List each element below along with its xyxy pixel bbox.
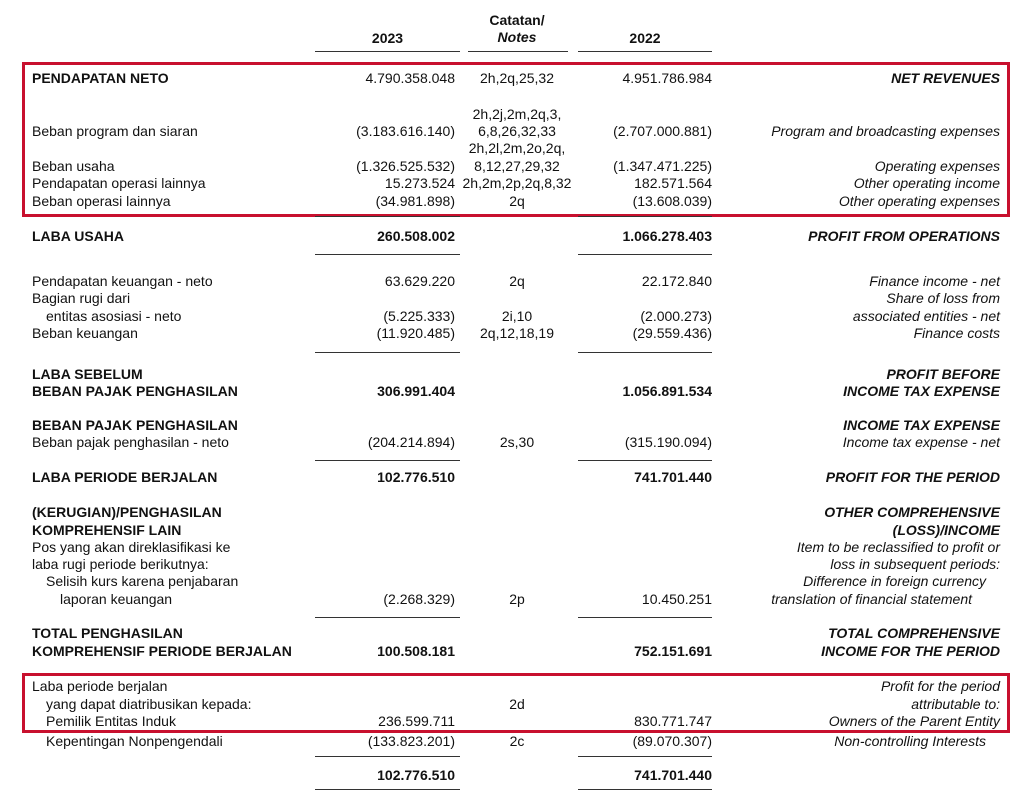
row-label-en: Program and broadcasting expenses	[771, 123, 1000, 139]
value-2023: 4.790.358.048	[365, 70, 455, 86]
header-underline-2022	[578, 51, 712, 52]
value-2023: (2.268.329)	[383, 591, 455, 607]
row-label: Selisih kurs karena penjabaran	[46, 573, 239, 589]
note-ref: 2i,10	[501, 308, 533, 324]
row-label: Pos yang akan direklasifikasi ke	[32, 539, 231, 555]
note-ref: 2d	[509, 696, 525, 712]
value-2023: (5.225.333)	[383, 308, 455, 324]
value-2022: 182.571.564	[634, 175, 712, 191]
value-2022: 1.056.891.534	[622, 383, 712, 399]
note-ref: 8,12,27,29,32	[474, 158, 560, 174]
row-label-en: Income tax expense - net	[842, 434, 1000, 450]
row-label-en: Operating expenses	[874, 158, 1000, 174]
row-label-en: Item to be reclassified to profit or	[796, 539, 1000, 555]
value-2023: (3.183.616.140)	[356, 123, 455, 139]
note-ref: 2h,2l,2m,2o,2q,	[468, 140, 566, 156]
total-line-2023	[315, 789, 460, 790]
header-2022: 2022	[629, 30, 661, 46]
value-2022: (13.608.039)	[632, 193, 712, 209]
row-label-en: PROFIT BEFORE	[886, 366, 1000, 382]
row-label: Pemilik Entitas Induk	[46, 713, 176, 729]
value-2023: (204.214.894)	[367, 434, 455, 450]
row-label-en: Finance income - net	[869, 273, 1000, 289]
row-label: PENDAPATAN NETO	[32, 70, 169, 86]
row-label: Beban operasi lainnya	[32, 193, 171, 209]
subtotal-line-2023	[315, 756, 460, 757]
value-2022: 1.066.278.403	[622, 228, 712, 244]
value-2023: 236.599.711	[378, 713, 455, 729]
row-label-en: Difference in foreign currency	[803, 573, 986, 589]
row-label: KOMPREHENSIF LAIN	[32, 522, 182, 538]
row-label: (KERUGIAN)/PENGHASILAN	[32, 504, 222, 520]
row-label-en: TOTAL COMPREHENSIVE	[828, 625, 1000, 641]
subtotal-line-2023	[315, 460, 460, 461]
row-label-en: Non-controlling Interests	[834, 733, 986, 749]
note-ref: 2q	[509, 273, 525, 289]
subtotal-line-2022	[578, 756, 712, 757]
value-2022: 741.701.440	[634, 469, 712, 485]
note-ref: 2q,12,18,19	[480, 325, 554, 341]
subtotal-line-2023	[315, 254, 460, 255]
row-label: yang dapat diatribusikan kepada:	[46, 696, 252, 712]
note-ref: 6,8,26,32,33	[478, 123, 556, 139]
header-underline-2023	[315, 51, 460, 52]
value-2022: (29.559.436)	[632, 325, 712, 341]
row-label-en: translation of financial statement	[771, 591, 972, 607]
subtotal-line-2022	[578, 216, 712, 217]
row-label: LABA PERIODE BERJALAN	[32, 469, 218, 485]
header-2023: 2023	[371, 30, 404, 46]
value-2023: (133.823.201)	[367, 733, 455, 749]
value-2023: 15.273.524	[384, 175, 455, 191]
row-label-en: INCOME FOR THE PERIOD	[821, 643, 1000, 659]
note-ref: 2h,2q,25,32	[480, 70, 554, 86]
note-ref: 2q	[509, 193, 525, 209]
row-label: LABA SEBELUM	[32, 366, 143, 382]
row-label-en: Profit for the period	[880, 678, 1000, 694]
value-2022: 752.151.691	[634, 643, 712, 659]
value-2023: 102.776.510	[377, 767, 455, 783]
subtotal-line-2022	[578, 617, 712, 618]
value-2022: (2.000.273)	[640, 308, 712, 324]
row-label-en: PROFIT FROM OPERATIONS	[808, 228, 1000, 244]
row-label-en: OTHER COMPREHENSIVE	[824, 504, 1000, 520]
total-line-2022	[578, 789, 712, 790]
value-2023: (34.981.898)	[375, 193, 455, 209]
value-2023: 102.776.510	[377, 469, 455, 485]
row-label: Pendapatan keuangan - neto	[32, 273, 213, 289]
row-label-en: Finance costs	[913, 325, 1000, 341]
subtotal-line-2023	[315, 352, 460, 353]
note-ref: 2s,30	[499, 434, 535, 450]
row-label: BEBAN PAJAK PENGHASILAN	[32, 417, 238, 433]
subtotal-line-2023	[315, 216, 460, 217]
row-label-en: associated entities - net	[852, 308, 1000, 324]
value-2023: (11.920.485)	[376, 325, 455, 341]
row-label-en: loss in subsequent periods:	[830, 556, 1000, 572]
header-notes-line1: Catatan/	[489, 12, 545, 28]
row-label: KOMPREHENSIF PERIODE BERJALAN	[32, 643, 292, 659]
row-label-en: Share of loss from	[886, 290, 1000, 306]
row-label: Beban keuangan	[32, 325, 138, 341]
row-label-en: INCOME TAX EXPENSE	[843, 417, 1000, 433]
value-2023: 63.629.220	[384, 273, 455, 289]
value-2022: 741.701.440	[634, 767, 712, 783]
value-2022: 830.771.747	[634, 713, 712, 729]
value-2023: 306.991.404	[377, 383, 455, 399]
row-label: Beban usaha	[32, 158, 115, 174]
value-2022: 4.951.786.984	[622, 70, 712, 86]
subtotal-line-2022	[578, 352, 712, 353]
value-2023: (1.326.525.532)	[356, 158, 455, 174]
header-notes-line2: Notes	[497, 29, 537, 45]
row-label: laporan keuangan	[60, 591, 173, 607]
value-2023: 260.508.002	[377, 228, 455, 244]
value-2022: (1.347.471.225)	[613, 158, 712, 174]
row-label-en: Other operating expenses	[838, 193, 1000, 209]
row-label-en: Other operating income	[853, 175, 1000, 191]
row-label: Beban pajak penghasilan - neto	[32, 434, 229, 450]
row-label-en: PROFIT FOR THE PERIOD	[825, 469, 1000, 485]
row-label-en: INCOME TAX EXPENSE	[843, 383, 1000, 399]
header-underline-notes	[468, 51, 568, 52]
row-label: LABA USAHA	[32, 228, 125, 244]
row-label: Bagian rugi dari	[32, 290, 131, 306]
value-2022: (315.190.094)	[624, 434, 712, 450]
note-ref: 2p	[509, 591, 525, 607]
row-label-en: (LOSS)/INCOME	[892, 522, 1000, 538]
row-label: BEBAN PAJAK PENGHASILAN	[32, 383, 238, 399]
row-label: TOTAL PENGHASILAN	[32, 625, 183, 641]
row-label: Kepentingan Nonpengendali	[46, 733, 223, 749]
row-label-en: Owners of the Parent Entity	[828, 713, 1000, 729]
note-ref: 2h,2m,2p,2q,8,32	[462, 175, 572, 191]
value-2022: (89.070.307)	[632, 733, 712, 749]
subtotal-line-2023	[315, 617, 460, 618]
row-label: Pendapatan operasi lainnya	[32, 175, 206, 191]
subtotal-line-2022	[578, 254, 712, 255]
value-2023: 100.508.181	[377, 643, 455, 659]
row-label-en: attributable to:	[911, 696, 1000, 712]
value-2022: (2.707.000.881)	[613, 123, 712, 139]
value-2022: 22.172.840	[641, 273, 712, 289]
subtotal-line-2022	[578, 460, 712, 461]
value-2022: 10.450.251	[641, 591, 712, 607]
row-label: Beban program dan siaran	[32, 123, 198, 139]
note-ref: 2h,2j,2m,2q,3,	[472, 106, 562, 122]
row-label: entitas asosiasi - neto	[46, 308, 182, 324]
row-label-en: NET REVENUES	[891, 70, 1000, 86]
row-label: Laba periode berjalan	[32, 678, 168, 694]
row-label: laba rugi periode berikutnya:	[32, 556, 209, 572]
note-ref: 2c	[509, 733, 525, 749]
